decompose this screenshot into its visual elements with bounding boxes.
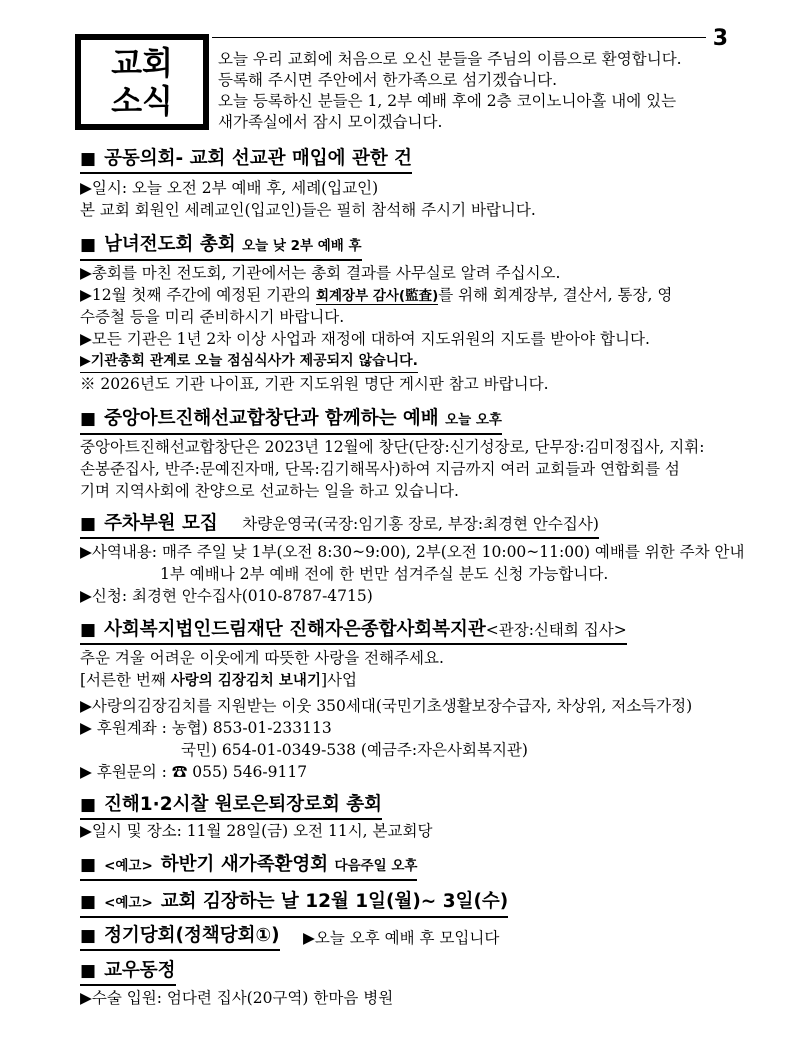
section-heading-kimchi-day [80,890,508,918]
section-heading-parking-recruitment [80,512,599,539]
section-title: 남녀전도회 총회 [104,234,236,255]
section-heading-newcomer-welcome [80,853,417,881]
section-note: <관장:신태희 집사> [485,621,627,639]
square-bullet-icon: ■ [80,149,97,169]
emphasis-text: 회계장부 감사(監査) [315,288,439,304]
square-bullet-icon: ■ [80,961,97,981]
page-number: 3 [712,26,728,51]
body-line: 중앙아트진해선교합창단은 2023년 12월에 창단(단장:신기성장로, 단무장:김미정집사, 지휘: [80,438,705,456]
intro-line: 오늘 등록하신 분들은 1, 2부 예배 후에 2층 코이노니아홀 내에 있는 [218,92,677,110]
square-bullet-icon: ■ [80,795,97,815]
body-line: 1부 예배나 2부 예배 전에 한 번만 섬겨주실 분도 신청 가능합니다. [160,565,609,583]
body-line: ▶ 후원계좌 : 농협) 853-01-233113 [80,719,332,737]
square-bullet-icon: ■ [80,892,97,912]
top-rule [212,37,706,38]
notice-tag: <예고> [104,858,153,874]
section-heading-member-news [80,959,176,986]
section-subtitle: 오늘 낮 2부 예배 후 [242,238,362,254]
body-line: ▶수술 입원: 엄다련 집사(20구역) 한마음 병원 [80,989,394,1007]
section-subtitle: 다음주일 오후 [334,858,418,874]
intro-line: 새가족실에서 잠시 모이겠습니다. [218,113,443,131]
section-subtitle: 오늘 오후 [445,412,502,428]
body-line: 추운 겨울 어려운 이웃에게 따뜻한 사랑을 전해주세요. [80,649,444,667]
body-line: 국민) 654-01-0349-538 (예금주:자은사회복지관) [181,741,528,759]
section-heading-joint-assembly [80,147,412,174]
body-line: ▶일시 및 장소: 11월 28일(금) 오전 11시, 본교회당 [80,822,433,840]
emphasis-text: 사랑의 김장김치 보내기 [170,673,321,689]
section-heading-choir-worship [80,407,502,435]
square-bullet-icon: ■ [80,926,97,946]
square-bullet-icon: ■ [80,235,97,255]
notice-line: ▶기관총회 관계로 오늘 점심식사가 제공되지 않습니다. [80,351,418,373]
section-heading-session-meeting [80,924,280,951]
title-line-2: 소식 [111,82,173,120]
section-title: 사회복지법인드림재단 진해자은종합사회복지관 [104,619,486,640]
body-line: ▶일시: 오늘 오전 2부 예배 후, 세례(입교인) [80,179,379,197]
notice-tag: <예고> [104,895,153,911]
body-line: 수증철 등을 미리 준비하시기 바랍니다. [80,308,345,326]
section-title: 하반기 새가족환영회 [160,854,329,875]
section-note: ▶오늘 오후 예배 후 모입니다 [303,929,500,947]
body-line: ▶총회를 마친 전도회, 기관에서는 총회 결과를 사무실로 알려 주십시오. [80,264,561,282]
body-line: ※ 2026년도 기관 나이표, 기관 지도위원 명단 게시판 참고 바랍니다. [80,375,549,393]
title-line-1: 교회 [111,44,173,82]
body-line: ▶사랑의김장김치를 지원받는 이웃 350세대(국민기초생활보장수급자, 차상위, 저소득가정) [80,697,693,715]
section-heading-retired-elders [80,793,382,820]
body-line: 손봉준집사, 반주:문예진자매, 단목:김기해목사)하여 지금까지 여러 교회들과 연합회를 섬 [80,460,680,478]
body-line: 기며 지역사회에 찬양으로 선교하는 일을 하고 있습니다. [80,482,459,500]
body-line: ▶사역내용: 매주 주일 낮 1부(오전 8:30~9:00), 2부(오전 10:00~11:00) 예배를 위한 주차 안내 [80,543,745,561]
body-line: ▶ 후원문의 : ☎ 055) 546-9117 [80,763,308,781]
body-line: [서른한 번째 사랑의 김장김치 보내기]사업 [80,671,357,689]
title-box [75,34,209,130]
square-bullet-icon: ■ [80,620,97,640]
body-line: 본 교회 회원인 세례교인(입교인)들은 필히 참석해 주시기 바랍니다. [80,201,536,219]
body-line: ▶12월 첫째 주간에 예정된 기관의 회계장부 감사(監査)를 위해 회계장부, 결산서, 통장, 영 [80,286,673,304]
body-line: ▶신청: 최경현 안수집사(010-8787-4715) [80,587,373,605]
section-title: 정기당회(정책당회①) [104,925,280,946]
section-heading-welfare-center [80,618,627,645]
section-title: 교우동정 [104,960,176,981]
section-note: 차량운영국(국장:임기홍 장로, 부장:최경현 안수집사) [242,515,599,533]
square-bullet-icon: ■ [80,409,97,429]
section-title: 공동의회- 교회 선교관 매입에 관한 건 [104,148,413,169]
section-title: 진해1·2시찰 원로은퇴장로회 총회 [104,794,383,815]
section-title: 중앙아트진해선교합창단과 함께하는 예배 [104,408,439,429]
square-bullet-icon: ■ [80,855,97,875]
section-heading-mission-society [80,233,362,261]
intro-text [218,49,718,133]
body-line: ▶모든 기관은 1년 2차 이상 사업과 재정에 대하여 지도위원의 지도를 받아야 합니다. [80,330,650,348]
square-bullet-icon: ■ [80,514,97,534]
intro-line: 오늘 우리 교회에 처음으로 오신 분들을 주님의 이름으로 환영합니다. [218,50,682,68]
section-title: 주차부원 모집 [104,513,218,534]
section-title: 교회 김장하는 날 12월 1일(월)~ 3일(수) [160,891,509,912]
intro-line: 등록해 주시면 주안에서 한가족으로 섬기겠습니다. [218,71,558,89]
